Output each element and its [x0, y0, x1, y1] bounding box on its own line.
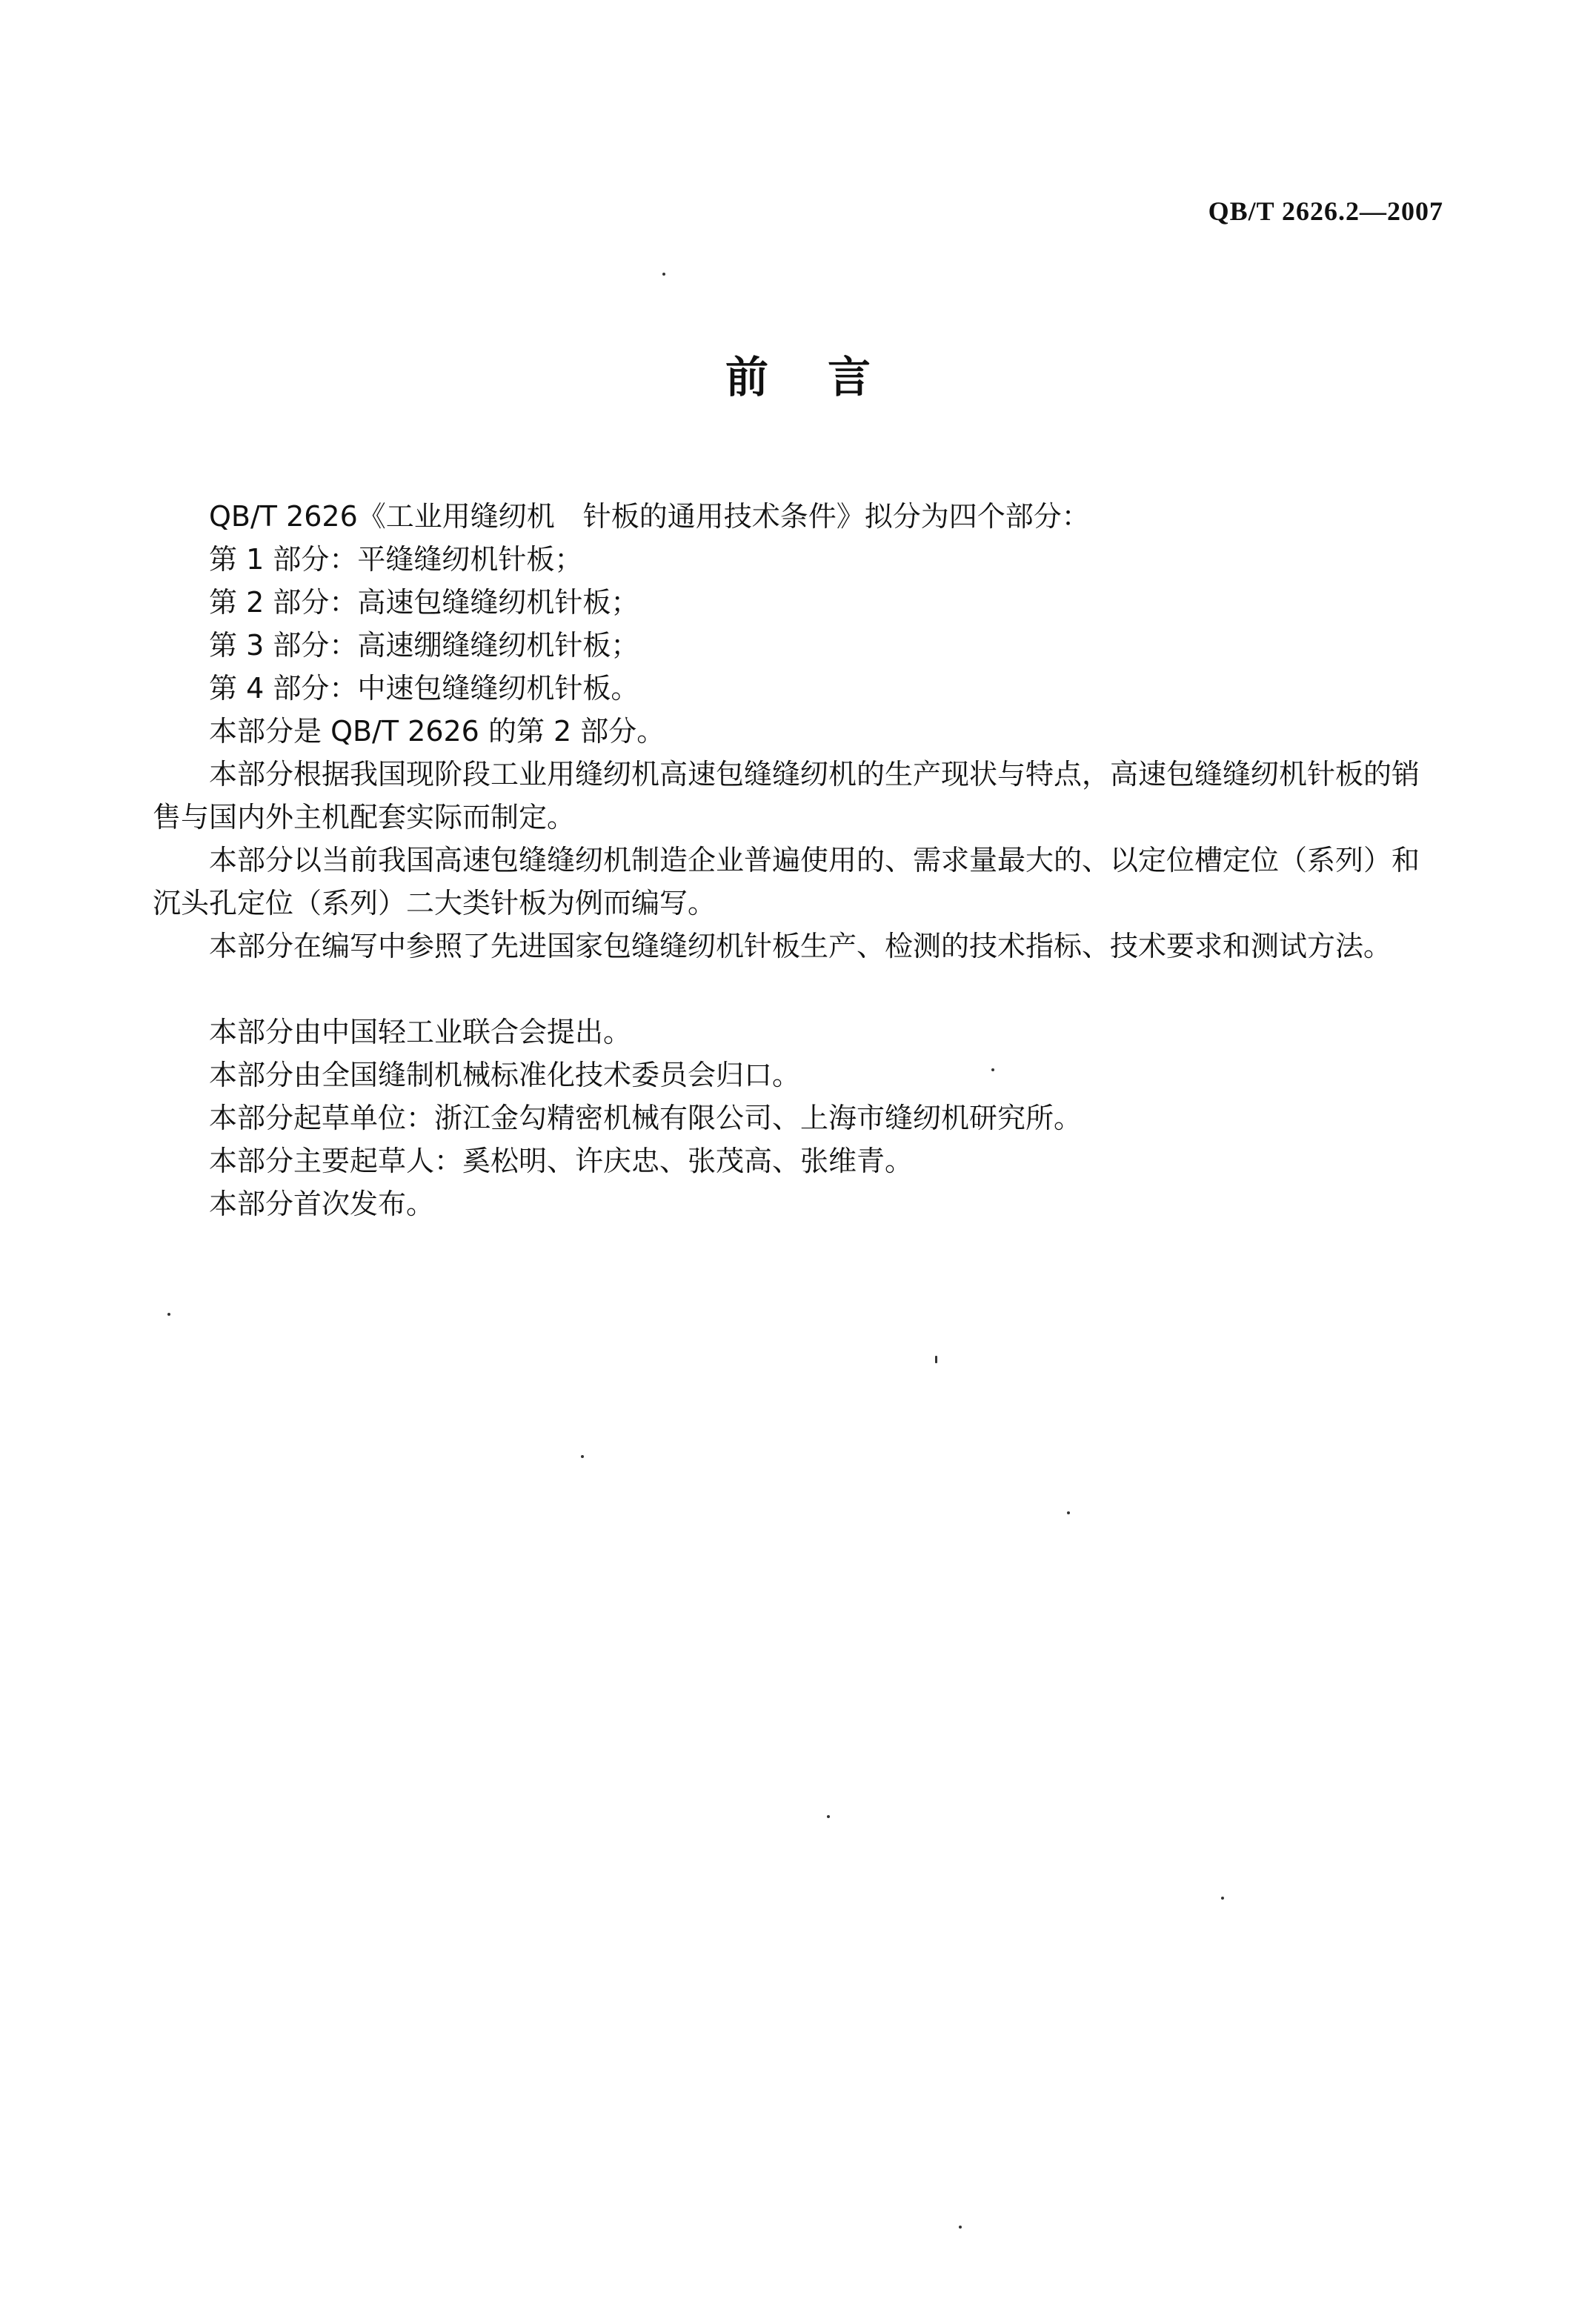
- scan-speck: [1067, 1511, 1070, 1514]
- page-title: 前言: [725, 352, 930, 402]
- paragraph-proposer: 本部分由中国轻工业联合会提出。: [209, 1016, 632, 1048]
- paragraph-reference: 本部分在编写中参照了先进国家包缝缝纫机针板生产、检测的技术指标、技术要求和测试方法。: [209, 930, 1392, 962]
- paragraph-this-part: 本部分是 QB/T 2626 的第 2 部分。: [209, 715, 665, 748]
- scan-speck: [935, 1356, 937, 1363]
- paragraph-committee: 本部分由全国缝制机械标准化技术委员会归口。: [209, 1059, 801, 1091]
- foreword-body: [153, 495, 1443, 1225]
- paragraph-drafting-units: 本部分起草单位：浙江金勾精密机械有限公司、上海市缝纫机研究所。: [209, 1102, 1083, 1134]
- scan-speck: [581, 1455, 584, 1458]
- paragraph-drafters: 本部分主要起草人：奚松明、许庆忠、张茂高、张维青。: [209, 1145, 914, 1177]
- scan-speck: [827, 1815, 830, 1818]
- scan-speck: [662, 273, 665, 276]
- paragraph-part-2: 第 2 部分：高速包缝缝纫机针板；: [209, 586, 639, 619]
- paragraph-parts-intro: QB/T 2626《工业用缝纫机 针板的通用技术条件》拟分为四个部分：: [209, 500, 1090, 533]
- paragraph-basis: 本部分根据我国现阶段工业用缝纫机高速包缝缝纫机的生产现状与特点，高速包缝缝纫机针板的销售与国内外主机配套实际而制定。: [153, 758, 1420, 833]
- scan-speck: [1221, 1897, 1224, 1900]
- paragraph-part-1: 第 1 部分：平缝缝纫机针板；: [209, 543, 583, 576]
- scan-speck: [991, 1068, 994, 1071]
- standard-number: QB/T 2626.2—2007: [1208, 196, 1443, 226]
- paragraph-part-3: 第 3 部分：高速绷缝缝纫机针板；: [209, 629, 639, 662]
- scan-speck: [167, 1313, 170, 1316]
- scan-speck: [959, 2226, 962, 2229]
- paragraph-gap: [153, 968, 1443, 1011]
- paragraph-scope: 本部分以当前我国高速包缝缝纫机制造企业普遍使用的、需求量最大的、以定位槽定位（系列）和沉头孔定位（系列）二大类针板为例而编写。: [153, 844, 1420, 919]
- paragraph-part-4: 第 4 部分：中速包缝缝纫机针板。: [209, 672, 639, 705]
- paragraph-first-release: 本部分首次发布。: [209, 1188, 435, 1220]
